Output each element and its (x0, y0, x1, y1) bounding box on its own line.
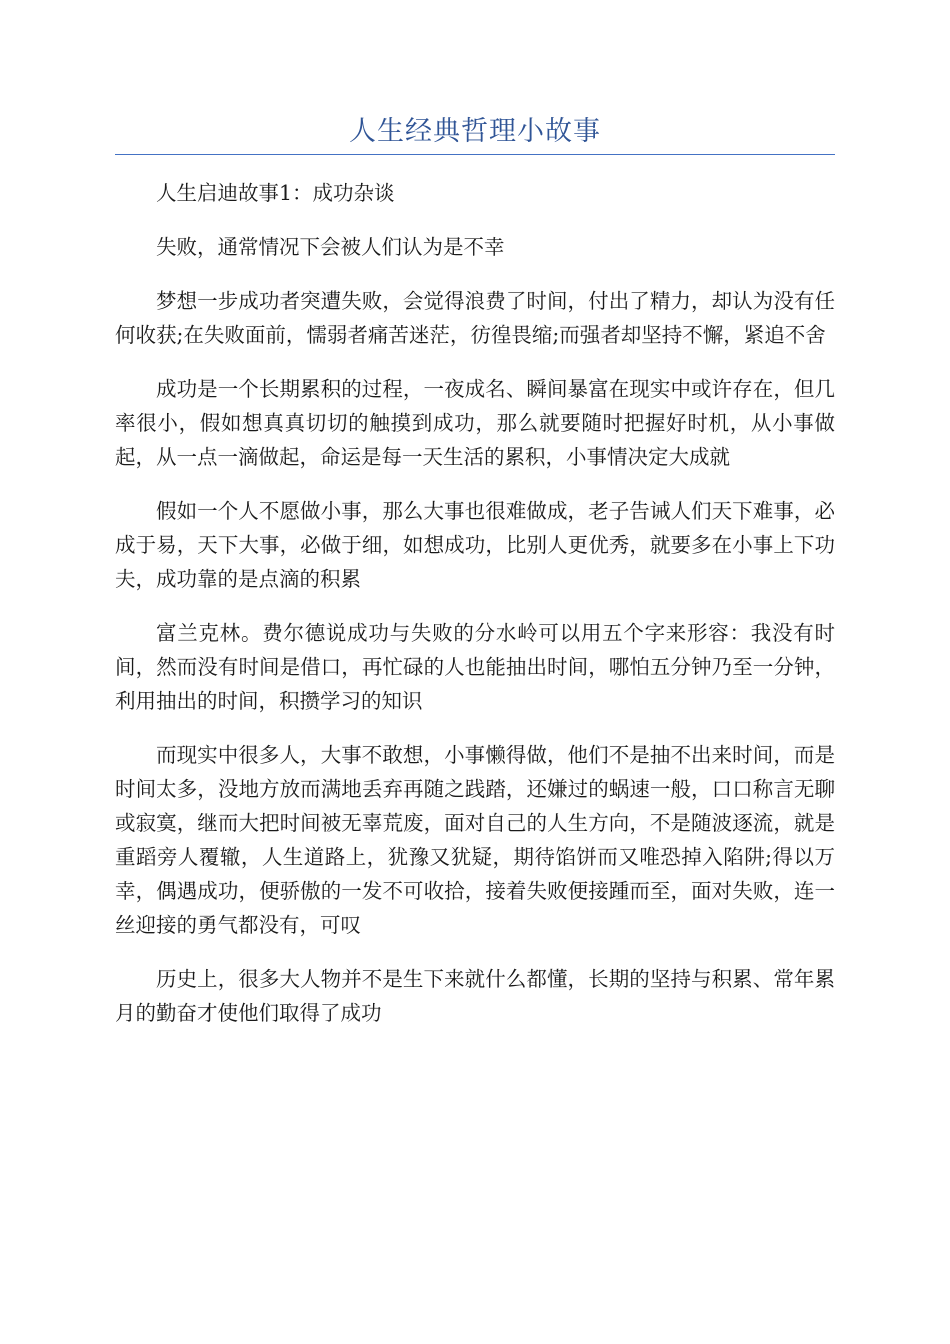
paragraph-1: 失败，通常情况下会被人们认为是不幸 (156, 235, 505, 259)
title-underline (115, 154, 835, 155)
paragraph-2: 梦想一步成功者突遭失败，会觉得浪费了时间，付出了精力，却认为没有任何收获;在失败面前，懦弱者痛苦迷茫，彷徨畏缩;而强者却坚持不懈，紧追不舍 (115, 289, 835, 347)
document-title: 人生经典哲理小故事 (349, 116, 601, 147)
paragraph-6: 而现实中很多人，大事不敢想，小事懒得做，他们不是抽不出来时间，而是时间太多，没地方放而满地丢弃再随之践踏，还嫌过的蜗速一般，口口称言无聊或寂寞，继而大把时间被无辜荒废，面对自己的人生方向，不是随波逐流，就是重蹈旁人覆辙，人生道路上，犹豫又犹疑，期待馅饼而又唯恐掉入陷阱;得以万幸，偶遇成功，便骄傲的一发不可收拾，接着失败便接踵而至，面对失败，连一丝迎接的勇气都没有，可叹 (115, 743, 835, 937)
paragraph-7: 历史上，很多大人物并不是生下来就什么都懂，长期的坚持与积累、常年累月的勤奋才使他们取得了成功 (115, 967, 835, 1025)
paragraph-story-heading: 人生启迪故事1：成功杂谈 (156, 181, 395, 205)
document-body (115, 176, 835, 1050)
paragraph-4: 假如一个人不愿做小事，那么大事也很难做成，老子告诫人们天下难事，必成于易，天下大事，必做于细，如想成功，比别人更优秀，就要多在小事上下功夫，成功靠的是点滴的积累 (115, 499, 835, 591)
paragraph-3: 成功是一个长期累积的过程，一夜成名、瞬间暴富在现实中或许存在，但几率很小，假如想真真切切的触摸到成功，那么就要随时把握好时机，从小事做起，从一点一滴做起，命运是每一天生活的累积，小事情决定大成就 (115, 377, 835, 469)
paragraph-5: 富兰克林。费尔德说成功与失败的分水岭可以用五个字来形容：我没有时间，然而没有时间是借口，再忙碌的人也能抽出时间，哪怕五分钟乃至一分钟，利用抽出的时间，积攒学习的知识 (115, 621, 835, 713)
